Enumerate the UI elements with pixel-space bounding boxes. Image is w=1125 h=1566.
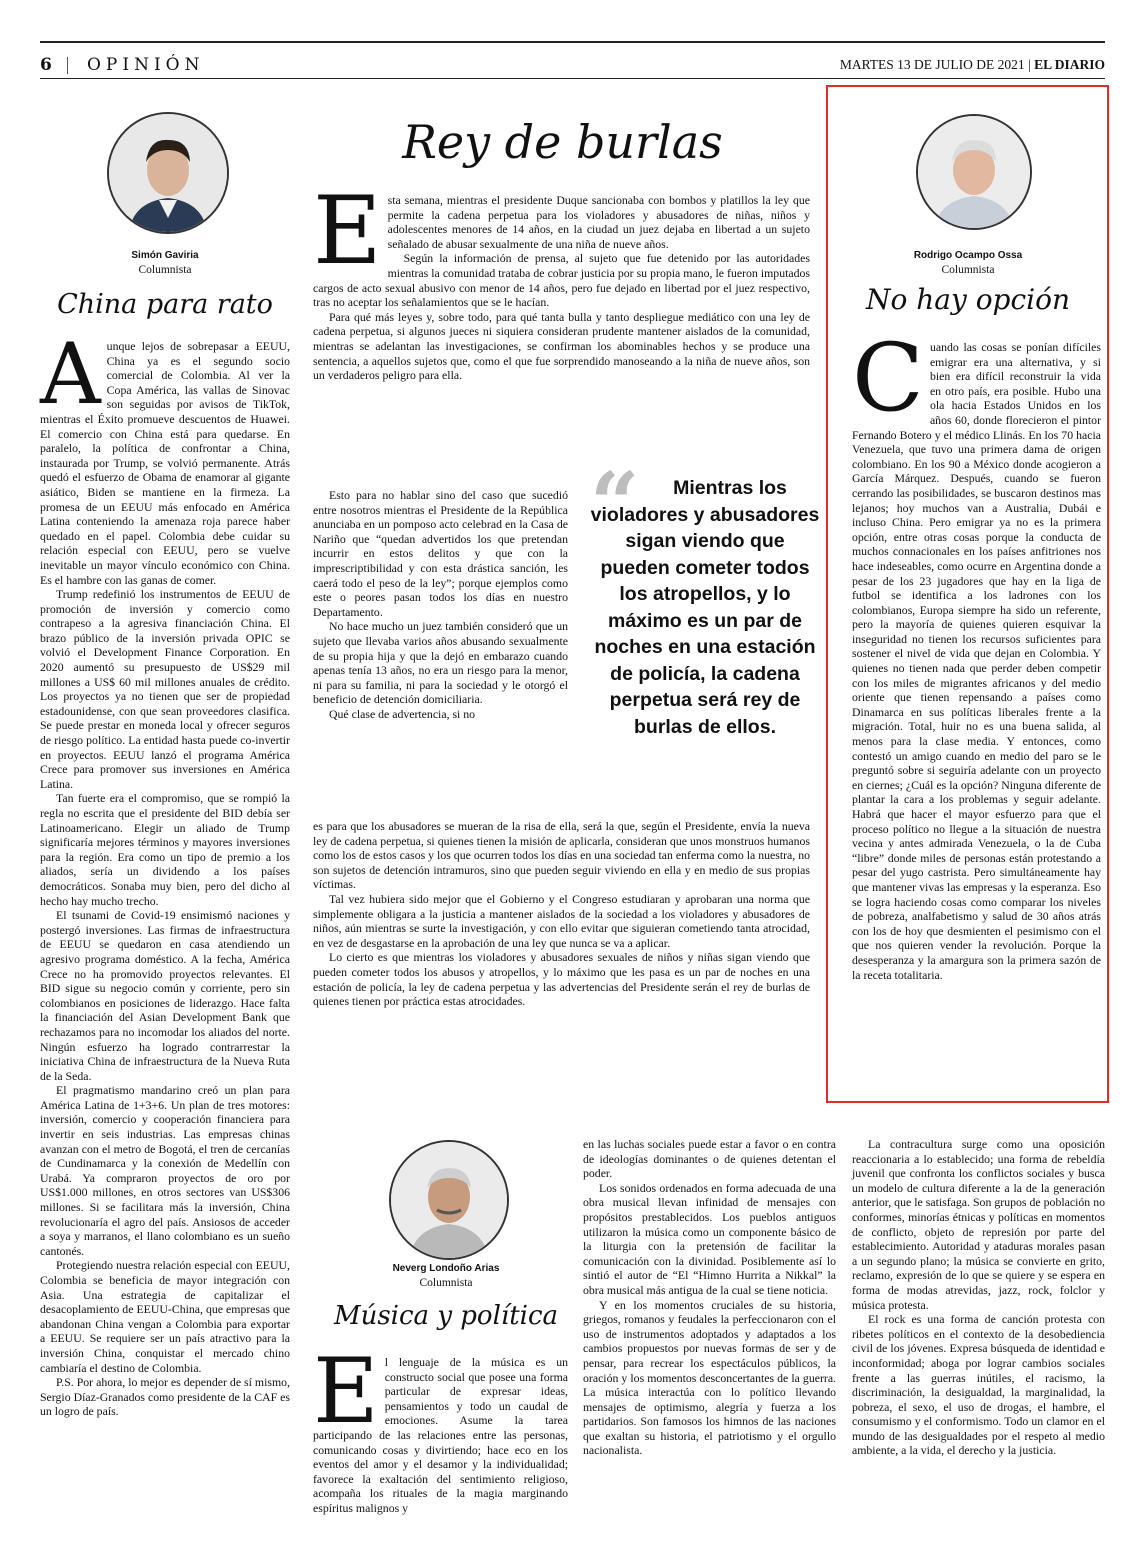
drop-cap-center: E [313,177,382,286]
editorial-paragraph: es para que los abusadores se mueran de la risa de ella, será la que, según el Presidente, envía la nueva ley de cadena perpetua, si quienes tienen la misión de aplicarla, consideran que unos monstruos humanos como los de estos casos y los que ocurren todos los días en una sociedad tan enferma como la nuestra, no son sujetos de detención intramuros, sino que pueden seguir viviendo en ella y en medio de sus propias víctimas. [313,819,810,892]
editorial-paragraph: Tal vez hubiera sido mejor que el Gobierno y el Congreso estudiaran y aprobaran una norma que simplemente obligara a la justicia a mantener aislados de la sociedad a los violadores y abusadores de niños, aún mientras se surte la investigación, y con ello evitar que siguieran cometiendo tanta atrocidad, en vez de desgastarse en la aprobación de una ley que nunca se va a aplicar. [313,891,810,950]
header-date: MARTES 13 DE JULIO DE 2021 [839,57,1025,72]
header-divider [67,57,68,74]
header-page-number: 6 [40,55,52,75]
author-name-bottom: Neverg Londoño Arias [392,1263,500,1274]
author-photo-right [916,114,1032,230]
editorial-title: Rey de burlas [402,115,723,169]
bottom-body-col1 [313,1339,568,1516]
author-photo-left [107,112,229,234]
author-role-right: Columnista [941,264,995,276]
header-bottom-rule [40,78,1105,79]
portrait-icon [391,1142,507,1258]
left-paragraph: Trump redefinió los instrumentos de EEUU de promoción de inversión y comercio como contrapeso a la agresiva financiación China. El brazo público de la inversión privada OPIC se volvió el Development Finance Corporation. En 2020 aumentó su presupuesto de US$29 mil millones a US$ 60 mil millones anuales de crédito. Los proyectos ya no tienen que ser de propiedad estadounidense, con que sean proveedores clasifica. Se puede prestar en moneda local y ofrecer seguros de riesgo político. La entidad hasta puede co-invertir en proyectos. EEUU lanzó el programa América Crece para promover sus inversiones en América Latina. [40,587,290,791]
bottom-paragraph: Los sonidos ordenados en forma adecuada de una obra musical llevan infinidad de mensajes con propósitos prestablecidos. Los pueblos antiguos utilizaron la música como un componente básico de la liturgia con la pretensión de facilitar la comunicación con la divinidad. Posiblemente así lo sintió el autor de “El “Himno Hurrita a Nikkal” la obra musical más antigua de la cual se tiene noticia. [583,1180,836,1297]
author-name-right: Rodrigo Ocampo Ossa [913,250,1023,261]
header-top-rule [40,41,1105,43]
column-body-right [852,324,1101,982]
column-title-left: China para rato [57,289,273,320]
column-body-left [40,325,290,1419]
pull-quote-mark-icon: “ [590,454,640,555]
editorial-body-bottom [313,819,810,1009]
drop-cap-right: C [852,324,924,433]
left-paragraph: El tsunami de Covid-19 ensimismó naciones y postergó inversiones. Las firmas de infraestructura de EEUU se quedaron en casa atendiendo un agresivo programa doméstico. A la fecha, América Crece no ha promovido proyectos relevantes. El BID sigue su negocio común y corriente, pero sin colombianos en posiciones de liderazgo. Hace falta la financiación del Asian Development Bank que rechazamos para no incomodar los aliados del norte. Ningún esfuerzo ha logrado contrarrestar la iniciativa China de infraestructura de la Nueva Ruta de la Seda. [40,908,290,1083]
header-section: OPINIÓN [87,55,205,75]
editorial-body-top [313,177,810,383]
bottom-paragraph: El rock es una forma de canción protesta con ribetes políticos en el contexto de la desobediencia civil de los jóvenes. Expresa búsqueda de identidad e inconformidad; aboga por lograr cambios sociales frente a las guerras inútiles, el racismo, la discriminación, la desigualdad, la marginalidad, la pobreza, el sexo, el uso de drogas, el hambre, el consumismo y el conformismo. Todo un clamor en el mundo de las desigualdades por el respeto al medio ambiente, a la vida, el derecho y la justicia. [852,1312,1105,1458]
pull-quote: Mientras los violadores y abusadores sigan viendo que pueden cometer todos los atropellos, y lo máximo es un par de noches en una estación de policía, la cadena perpetua será rey de burlas de ellos. [590,477,820,738]
editorial-paragraph: Esto para no hablar sino del caso que sucedió entre nosotros mientras el Presidente de la República anunciaba en un pomposo acto celebrad en la Casa de Nariño que “quedan advertidos los que pretendan incurrir en estos delitos y que con la imprescriptibilidad y con esta drástica sanción, les caerá todo el peso de la ley”; porque ejemplos como este o peores pasan todos los días en nuestro Departamento. [313,488,568,619]
editorial-paragraph: No hace mucho un juez también consideró que un sujeto que llevaba varios años abusando sexualmente de su propia hija y que la dejó en embarazo cuando apenas tenía 13 años, no era un riesgo para la menor, ni para su familia, ni para la sociedad y le otorgó el beneficio de detención domiciliaria. [313,619,568,707]
editorial-paragraph: Lo cierto es que mientras los violadores y abusadores sexuales de niños y niñas sigan viendo que pueden cometer todos los abusos y atropellos, y lo máximo que les pasa es un par de noches en una estación de policía, la ley de cadena perpetua y las advertencias del Presidente serán el rey de burlas de quienes tienen por práctica estas atrocidades. [313,950,810,1009]
left-paragraph: unque lejos de sobrepasar a EEUU, China ya es el segundo socio comercial de Colombia. Al ver la Copa América, las vallas de Sinovac son seguidas por avisos de TikTok, mientras el Éxito promueve descuentos de Huawei. El comercio con China está para quedarse. En paralelo, la política de confrontar a China, instaurada por Trump, se volvió permanente. Atrás quedó el esfuerzo de Obama de enamorar al gigante asiático, Biden se mantiene en la firmeza. La promesa de un EEUU más enfocado en América Latina conteniendo la amenaza roja parece haber quedado en el papel. Colombia debe cuidar su relación especial con EEUU, pero se vuelve inevitable un mayor vínculo económico con China. Es el hambre con las ganas de comer. [40,339,290,587]
portrait-icon [109,114,227,232]
author-role-left: Columnista [138,264,192,276]
bottom-body-col2 [583,1137,836,1458]
header-separator: | [1024,57,1035,72]
author-name-left: Simón Gaviria [131,250,199,261]
author-role-bottom: Columnista [419,1277,473,1289]
bottom-paragraph: l lenguaje de la música es un constructo social que posee una forma particular de expresar ideas, pensamientos y todo un caudal de emociones. Asume la tarea participando de las relaciones entre las personas, comunicando cosas y divirtiendo; hace eco en los eventos del amor y el desamor y la individualidad; favorece la exaltación del sentimiento religioso, acompaña los rituales de la magia marginando espíritus malignos y [313,1355,568,1515]
drop-cap-bottom: E [313,1339,379,1444]
left-paragraph: Protegiendo nuestra relación especial con EEUU, Colombia se beneficia de mayor integración con Asia. Una estrategia de capitalizar el desacoplamiento de EEUU-China, que empresas que abandonan China vengan a Colombia para exportar a EEUU. Se requiere ser un país atractivo para la inversión China, conquistar el mercado chino cambiaría el destino de Colombia. [40,1258,290,1375]
left-paragraph: Tan fuerte era el compromiso, que se rompió la regla no escrita que el presidente del BID debía ser Latinoamericano. Elegir un aliado de Trump significaría mejores términos y mayores inversiones para la región. Era como un tipo de premio a los aliados, sería un dividendo a los países democráticos. Sonaba muy bien, pero del dicho al hecho hay mucho trecho. [40,791,290,908]
left-paragraph: El pragmatismo mandarino creó un plan para América Latina de 1+3+6. Un plan de tres motores: inversión, comercio y cooperación financiera para invertir en seis industrias. Las empresas chinas avanzan con el metro de Bogotá, el tren de cercanías de Cundinamarca y la conexión de Medellín con Urabá. Ya compraron proyectos de oro por US$1.000 millones, en otros sectores van US$306 millones. Si se facilitara más la inversión, China revolucionaría el agro del país. Ansiosos de acceder a soya y marranos, el llano colombiano es un sueño cantonés. [40,1083,290,1258]
header-paper: EL DIARIO [1034,57,1105,72]
bottom-body-col3 [852,1137,1105,1458]
header-dateline [840,57,1105,73]
column-title-bottom: Música y política [333,1301,559,1331]
bottom-paragraph: Y en los momentos cruciales de su historia, griegos, romanos y feudales la perfeccionaron con el uso de instrumentos adoptados y adaptados a los cambios propuestos por nuevas formas de ser y de pensar, para recrear los espectáculos públicos, la oración y los momentos desconcertantes de la guerra. La música interactúa con lo político llevando mensajes de optimismo, alegría y fuerza a los partidarios. Son famosos los himnos de las naciones que exaltan su historia, el patriotismo y el orgullo nacionalista. [583,1297,836,1458]
editorial-paragraph: Para qué más leyes y, sobre todo, para qué tanta bulla y tanto despliegue mediático con una ley de cadena perpetua, si algunos jueces ni siquiera consideran prudente mantener aislados de la comunidad, mientras se adelantan las investigaciones, se confirman los abominables hechos y se produce una sentencia, a aquellos sujetos que, como el que fue sorprendido manoseando a la niña de nueve años, son un verdaderos peligro para ella. [313,309,810,383]
left-paragraph: P.S. Por ahora, lo mejor es depender de sí mismo, Sergio Díaz-Granados como presidente de la CAF es un logro de país. [40,1375,290,1419]
bottom-paragraph: en las luchas sociales puede estar a favor o en contra de ideologías dominantes o de quienes detentan el poder. [583,1137,836,1181]
right-paragraph: uando las cosas se ponían difíciles emigrar era una alternativa, y si bien era difícil reconstruir la vida en otro país, era posible. Hubo una ola hacia Estados Unidos en los años 60, donde florecieron el pintor Fernando Botero y el médico Llinás. En los 70 hacia Venezuela, que tuvo una primera dama de origen colombiano. En los 90 a México donde acogieron a García Márquez. Después, cuando se fueron cerrando las posibilidades, se buscaron destinos mas lejanos; hoy muchos van a Australia, Dubái e incluso China. Pero emigrar ya no es la primera opción, entre otras cosas porque la conducta de muchos connacionales en los países anfitriones nos hace indeseables, como ocurre en Argentina donde a pesar de los 23 jugadores que hay en la liga de futbol se identifica a los ladrones con los colombianos, Europa siempre ha sido un referente, pero la mayoría de quienes quieren esquivar la inseguridad no tienen los recursos suficientes para sostener el nivel de vida que dejan en Colombia. Y quienes no tienen nada que perder deben competir con los miles de migrantes africanos y del medio oriente que tienen repensando a países como Dinamarca en sus políticas liberales frente a la migración. Total, huir no es una buena salida, al menos para la clase media. Y entonces, como contestó un amigo cuando en medio del paro se le preguntó sobre si seguiría adelante con un proyecto en ciernes; ¿Cuál es la opción? Ninguna diferente de plantar la cara a los problemas y seguir adelante. Habrá que hacer el mayor esfuerzo para que el proceso político no llegue a la situación de nuestra vecina y antes admirada Venezuela, o la de Cuba “libre” donde miles de personas están protestando a pesar del yugo castrista. Pero simultáneamente hay que mantener vivas las empresas y la esperanza. Eso se logra haciendo cosas como comparar los niveles de pobreza, analfabetismo y salud de 30 años atrás con los de hoy que desmienten el pesimismo con el que nos quieren vender la revolución. Porque la desesperanza y la amargura son la primera sazón de la receta totalitaria. [852,340,1101,982]
editorial-paragraph: Qué clase de advertencia, si no [329,706,476,721]
bottom-paragraph: La contracultura surge como una oposición reaccionaria a lo establecido; una forma de rebeldía juvenil que confronta los conflictos sociales y busca un modelo de cultura diferente a la de la generación anterior, que le satisfaga. Son grupos de población no conformes, minorías étnicas y políticas en momentos de conflicto, objeto de represión por parte del establecimiento. Autoridad y ataduras morales pasan a un segundo plano; la música se convierte en grito, reclamo, expresión de lo que se quiere y se espera en forma de modas atrevidas, jazz, rock, folclor y música protesta. [852,1137,1105,1312]
drop-cap-left: A [40,325,101,423]
editorial-paragraph: Según la información de prensa, al sujeto que fue detenido por las autoridades mientras la comunidad trataba de cobrar justicia por su propia mano, le fueron imputados cargos de acto sexual abusivo con menor de 14 años, pero fue dejado en libertad por el juez respectivo, tras no aceptar los señalamientos que se le hacían. [313,251,810,310]
editorial-body-narrow [313,488,568,722]
author-photo-bottom [389,1140,509,1260]
column-title-right: No hay opción [865,283,1070,316]
editorial-paragraph: sta semana, mientras el presidente Duque sancionaba con bombos y platillos la ley que permite la cadena perpetua para los violadores y abusadores de niñas, niños y adolescentes menores de 14 años, en la ciudad un juez dejaba en libertad a un sujeto señalado de abusar sexualmente de una niña de nueve años. [387,193,810,251]
portrait-icon [918,116,1030,228]
